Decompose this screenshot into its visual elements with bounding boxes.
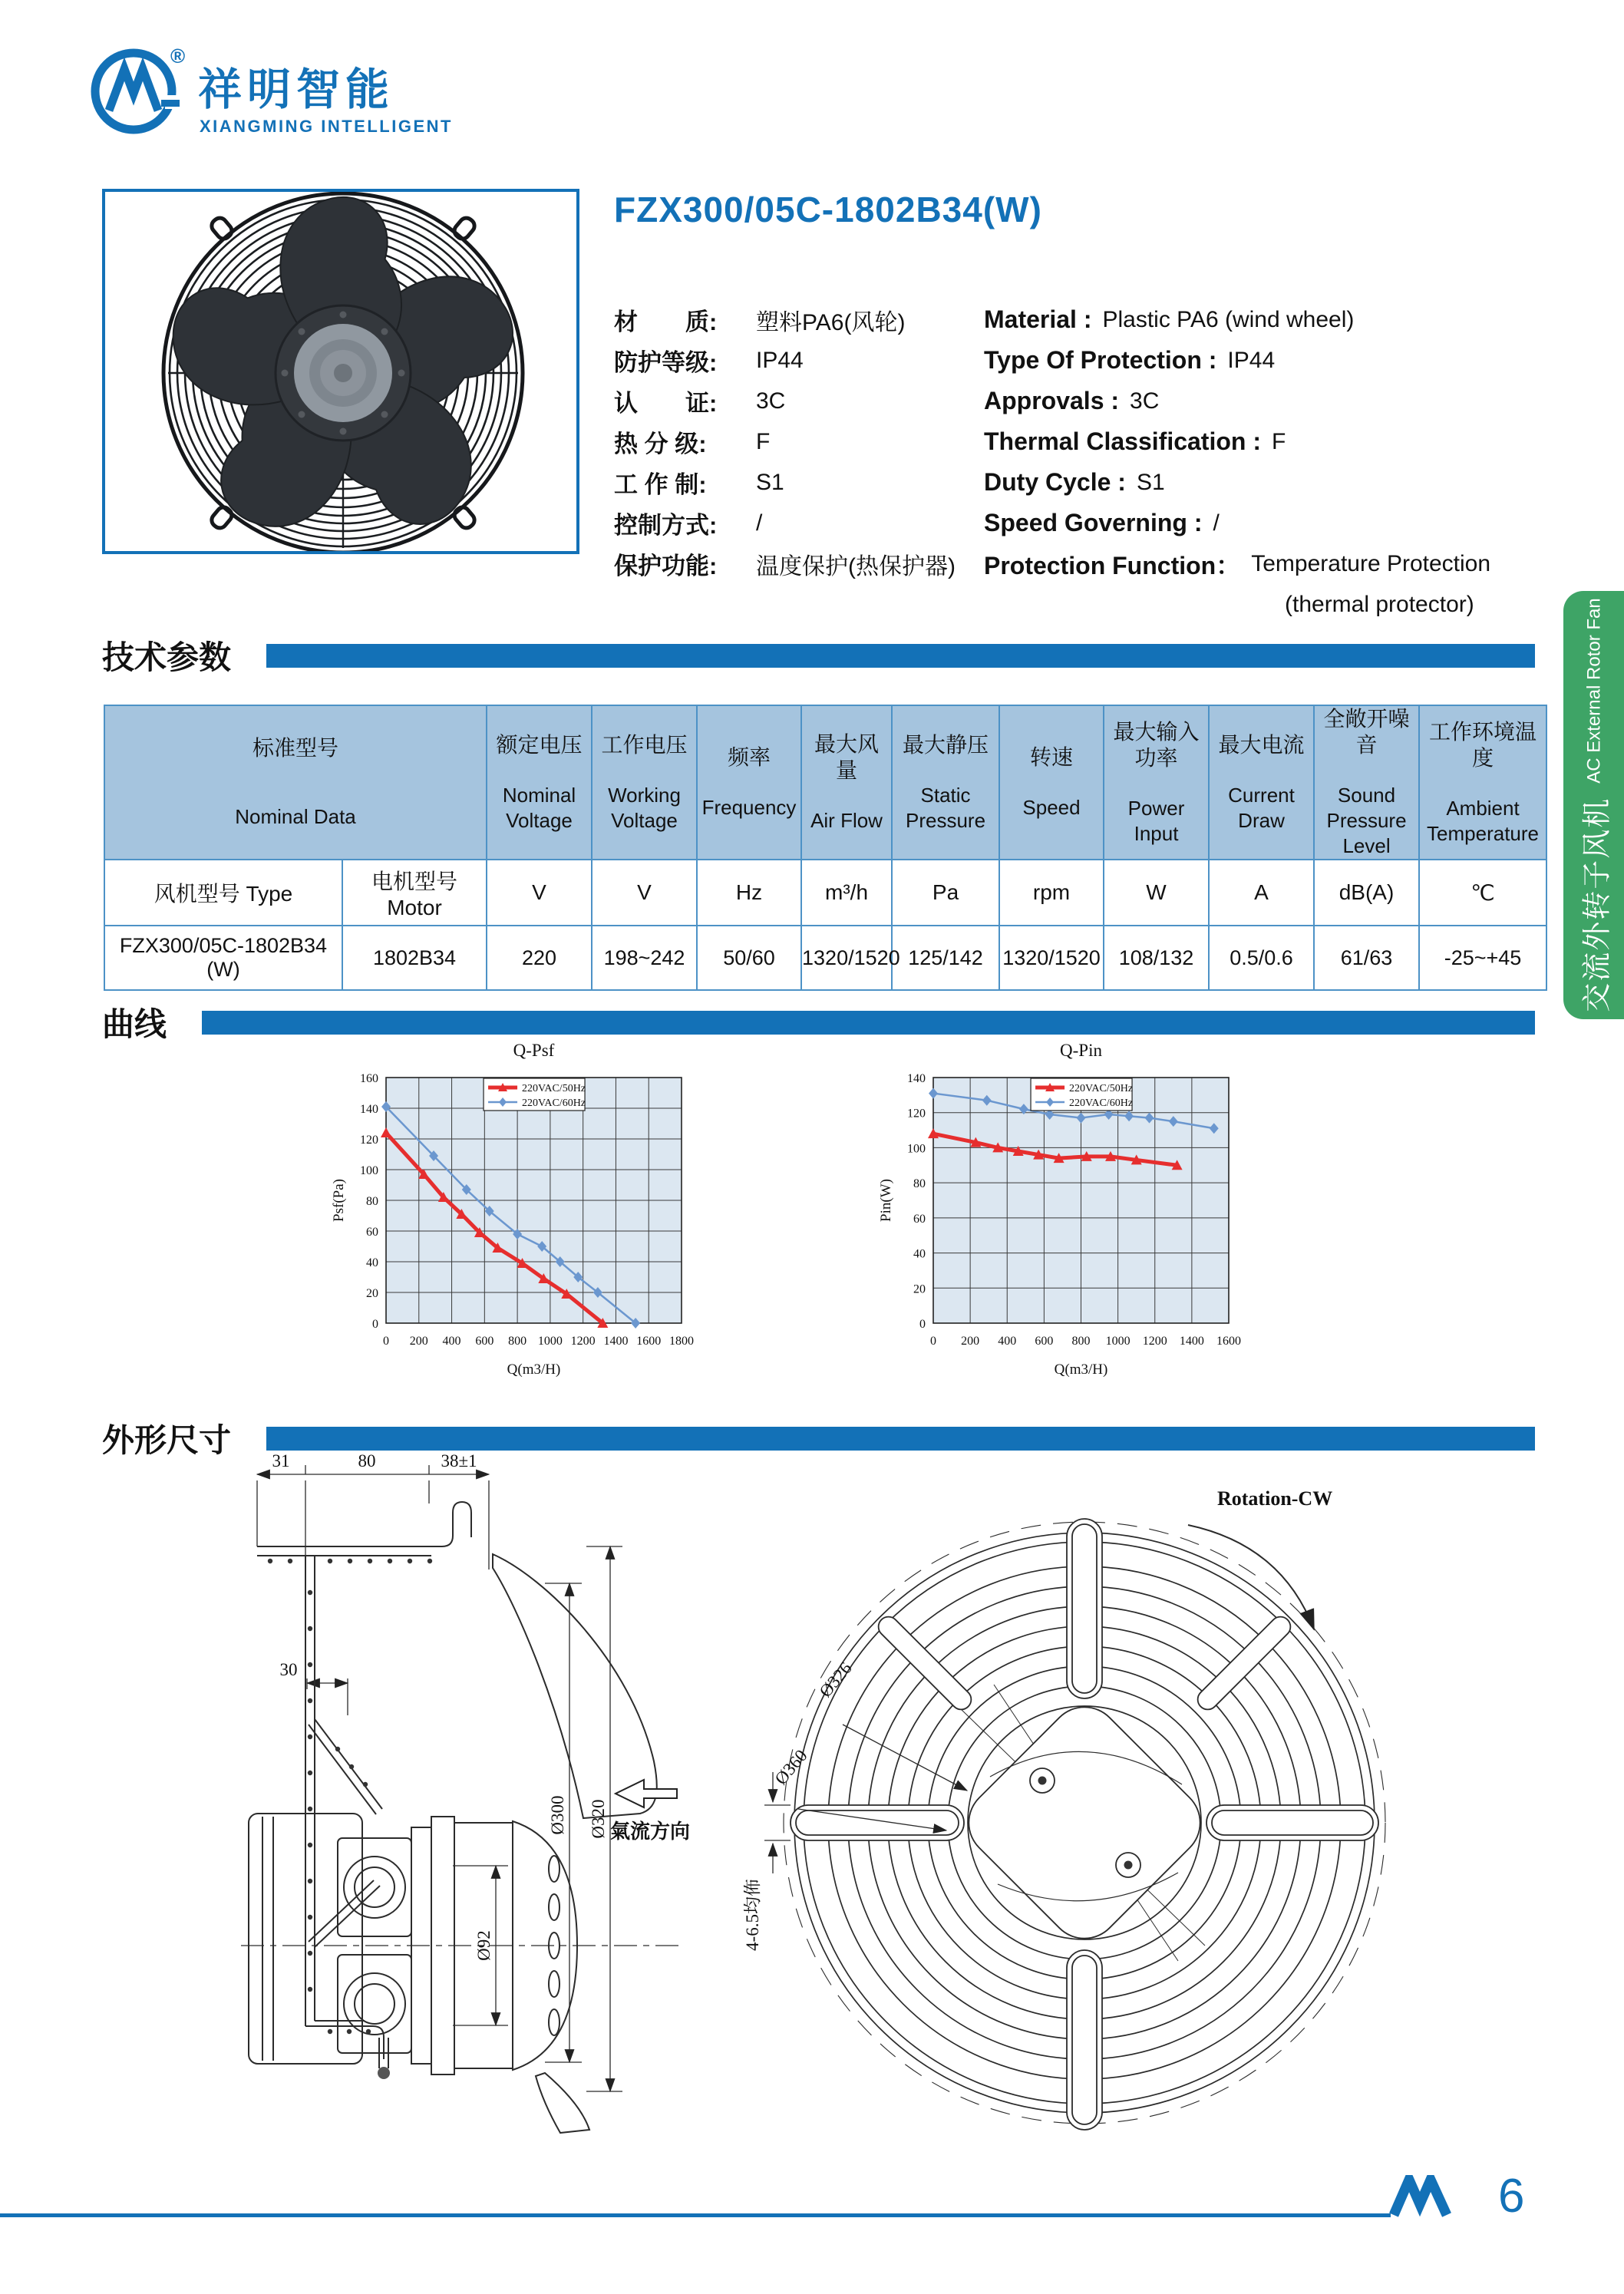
value-cell: 220 — [487, 926, 592, 990]
svg-text:200: 200 — [409, 1335, 428, 1348]
chart-q-psf — [326, 1033, 695, 1378]
section-curves — [102, 999, 1535, 1045]
section-bar — [266, 1427, 1535, 1451]
category-cn: 交流外转子风机 — [1581, 797, 1613, 1012]
unit-cell: ℃ — [1419, 860, 1546, 926]
svg-text:20: 20 — [913, 1282, 926, 1296]
svg-text:120: 120 — [907, 1107, 926, 1121]
footer-rule — [0, 2213, 1391, 2217]
spec-value-cn: 3C — [756, 388, 786, 414]
value-cell: 0.5/0.6 — [1209, 926, 1314, 990]
spec-value-cn: 温度保护(热保护器) — [756, 553, 956, 579]
table-body — [104, 860, 1546, 990]
svg-text:Q(m3/H): Q(m3/H) — [507, 1362, 561, 1378]
svg-text:600: 600 — [1035, 1335, 1054, 1348]
brand-logo — [86, 34, 485, 149]
spec-row-en — [984, 299, 1490, 340]
svg-text:Q(m3/H): Q(m3/H) — [1054, 1362, 1108, 1378]
spec-label-en: Speed Governing : — [984, 509, 1203, 536]
dim-30: 30 — [279, 1660, 298, 1679]
svg-text:800: 800 — [508, 1335, 527, 1348]
spec-value-en: Plastic PA6 (wind wheel) — [1102, 306, 1355, 332]
svg-text:200: 200 — [961, 1335, 980, 1348]
svg-text:1200: 1200 — [1142, 1335, 1167, 1348]
svg-text:220VAC/60Hz: 220VAC/60Hz — [522, 1097, 586, 1109]
spec-note — [984, 584, 1490, 625]
spec-label-cn: 控制方式: — [614, 512, 718, 539]
spec-label-cn: 防护等级: — [614, 349, 718, 376]
svg-text:400: 400 — [998, 1335, 1017, 1348]
spec-label-cn: 热 分 级: — [614, 431, 707, 457]
spec-label-en: Thermal Classification : — [984, 427, 1261, 455]
dimension-drawing-front — [729, 1454, 1458, 2145]
svg-text:1800: 1800 — [669, 1335, 694, 1348]
spec-value-en: Temperature Protection — [1251, 550, 1491, 576]
spec-row-cn — [614, 543, 956, 584]
svg-text:Q-Pin: Q-Pin — [1060, 1041, 1102, 1060]
spec-row-en — [984, 462, 1490, 503]
col-header: 工作电压 Working Voltage — [592, 705, 697, 860]
spec-value-cn: IP44 — [756, 347, 804, 373]
col-header-nominal-data: 标准型号 Nominal Data — [104, 705, 487, 860]
dim-dia326: Ø326 — [815, 1658, 856, 1702]
svg-text:60: 60 — [913, 1212, 926, 1226]
spec-row-cn — [614, 421, 956, 462]
unit-cell: A — [1209, 860, 1314, 926]
dim-31: 31 — [272, 1454, 290, 1470]
col-header: 最大静压 Static Pressure — [892, 705, 999, 860]
svg-text:0: 0 — [383, 1335, 389, 1348]
svg-text:220VAC/50Hz: 220VAC/50Hz — [522, 1083, 586, 1094]
spec-value-cn: F — [756, 428, 771, 454]
svg-text:40: 40 — [366, 1256, 378, 1269]
svg-text:800: 800 — [1071, 1335, 1091, 1348]
col-header: 全敞开噪音 Sound Pressure Level — [1314, 705, 1419, 860]
spec-row-en — [984, 503, 1490, 543]
parameters-table — [104, 705, 1547, 991]
svg-text:220VAC/60Hz: 220VAC/60Hz — [1069, 1097, 1134, 1109]
spec-row-cn — [614, 299, 956, 340]
section-label: 技术参数 — [102, 639, 232, 675]
section-label: 外形尺寸 — [102, 1422, 232, 1458]
spec-value-en: IP44 — [1227, 347, 1276, 373]
spec-row-cn — [614, 340, 956, 381]
spec-label-en: Material : — [984, 305, 1092, 333]
registered-mark: ® — [170, 45, 186, 68]
dimension-drawing-side — [223, 1454, 775, 2145]
svg-text:1600: 1600 — [636, 1335, 662, 1348]
dim-dia320: Ø320 — [589, 1799, 608, 1839]
spec-label-cn: 认 证: — [614, 390, 718, 417]
brand-name-cn: 祥明智能 — [198, 65, 394, 114]
value-cell: 108/132 — [1104, 926, 1209, 990]
spec-value-cn: 塑料PA6(风轮) — [756, 309, 906, 335]
svg-text:Pin(W): Pin(W) — [878, 1179, 894, 1222]
category-en: AC External Rotor Fan — [1583, 598, 1604, 784]
unit-cell: m³/h — [801, 860, 892, 926]
svg-text:60: 60 — [366, 1226, 378, 1239]
airflow-label: 氣流方向 — [610, 1820, 691, 1843]
svg-text:220VAC/50Hz: 220VAC/50Hz — [1069, 1083, 1134, 1094]
col-header: 工作环境温度 Ambient Temperature — [1419, 705, 1546, 860]
svg-text:1200: 1200 — [570, 1335, 596, 1348]
value-cell: FZX300/05C-1802B34 (W) — [104, 926, 342, 990]
col-header: 转速 Speed — [999, 705, 1104, 860]
unit-cell: W — [1104, 860, 1209, 926]
section-bar — [202, 1011, 1535, 1035]
dim-holes: 4-6.5均佈 — [743, 1879, 762, 1951]
svg-text:1400: 1400 — [1179, 1335, 1204, 1348]
col-header: 额定电压 Nominal Voltage — [487, 705, 592, 860]
svg-text:1000: 1000 — [537, 1335, 563, 1348]
svg-text:160: 160 — [360, 1072, 378, 1085]
svg-text:80: 80 — [913, 1177, 926, 1191]
spec-label-en: Approvals : — [984, 387, 1120, 414]
unit-cell: rpm — [999, 860, 1104, 926]
value-cell: 125/142 — [892, 926, 999, 990]
svg-text:120: 120 — [360, 1134, 378, 1147]
spec-label-cn: 工 作 制: — [614, 471, 707, 498]
spec-label-en: Protection Function： — [984, 551, 1241, 579]
value-cell: 61/63 — [1314, 926, 1419, 990]
product-photo — [102, 189, 579, 554]
value-cell: -25~+45 — [1419, 926, 1546, 990]
spec-value-cn: S1 — [756, 469, 784, 495]
spec-label-en: Duty Cycle : — [984, 468, 1126, 496]
section-bar — [266, 644, 1535, 668]
col-header: 最大电流 Current Draw — [1209, 705, 1314, 860]
svg-text:Psf(Pa): Psf(Pa) — [331, 1179, 347, 1222]
spec-value-cn: / — [756, 510, 763, 536]
page-number: 6 — [1498, 2170, 1525, 2223]
svg-text:1600: 1600 — [1216, 1335, 1241, 1348]
value-cell: 1320/1520 — [999, 926, 1104, 990]
unit-cell: 风机型号 Type — [104, 860, 342, 926]
svg-text:80: 80 — [366, 1195, 378, 1208]
specs-en — [984, 299, 1490, 625]
category-side-tab — [1563, 591, 1624, 1019]
spec-label-cn: 材 质: — [614, 309, 718, 335]
spec-label-cn: 保护功能: — [614, 553, 718, 579]
spec-row-en — [984, 543, 1490, 584]
svg-text:1000: 1000 — [1105, 1335, 1131, 1348]
spec-value-en: 3C — [1130, 388, 1160, 414]
spec-value-en: S1 — [1136, 469, 1165, 495]
svg-text:600: 600 — [475, 1335, 494, 1348]
unit-cell: 电机型号 Motor — [342, 860, 487, 926]
spec-value-en: / — [1213, 510, 1220, 536]
spec-row-cn — [614, 503, 956, 543]
units-row — [104, 860, 1546, 926]
dim-80: 80 — [358, 1454, 376, 1470]
svg-text:Q-Psf: Q-Psf — [513, 1041, 555, 1060]
value-cell: 198~242 — [592, 926, 697, 990]
value-cell: 1802B34 — [342, 926, 487, 990]
col-header: 最大输入功率 Power Input — [1104, 705, 1209, 860]
spec-row-cn — [614, 381, 956, 421]
col-header: 频率 Frequency — [697, 705, 801, 860]
spec-label-en: Type Of Protection : — [984, 346, 1217, 374]
svg-text:400: 400 — [442, 1335, 461, 1348]
svg-text:40: 40 — [913, 1247, 926, 1261]
svg-text:140: 140 — [907, 1072, 926, 1085]
header-row — [104, 705, 1546, 860]
unit-cell: dB(A) — [1314, 860, 1419, 926]
unit-cell: Pa — [892, 860, 999, 926]
dim-38: 38±1 — [441, 1454, 477, 1470]
section-label: 曲线 — [102, 1006, 167, 1042]
specs-cn — [614, 299, 956, 584]
svg-text:0: 0 — [919, 1318, 926, 1331]
spec-row-en — [984, 340, 1490, 381]
unit-cell: Hz — [697, 860, 801, 926]
dim-dia92: Ø92 — [474, 1930, 493, 1961]
category-tab-text — [1563, 591, 1624, 1019]
rotation-label: Rotation-CW — [1217, 1487, 1333, 1510]
data-row — [104, 926, 1546, 990]
value-cell: 1320/1520 — [801, 926, 892, 990]
svg-text:100: 100 — [360, 1164, 378, 1177]
spec-note-text: (thermal protector) — [1285, 591, 1474, 617]
table-head — [104, 705, 1546, 860]
value-cell: 50/60 — [697, 926, 801, 990]
section-technical-params — [102, 632, 1535, 678]
svg-text:140: 140 — [360, 1103, 378, 1116]
spec-value-en: F — [1271, 428, 1286, 454]
chart-q-pin — [873, 1033, 1242, 1378]
col-header: 最大风量 Air Flow — [801, 705, 892, 860]
spec-row-cn — [614, 462, 956, 503]
unit-cell: V — [487, 860, 592, 926]
dim-dia300: Ø300 — [548, 1795, 567, 1835]
dim-dia360: Ø360 — [771, 1745, 811, 1789]
svg-text:100: 100 — [907, 1142, 926, 1156]
svg-text:1400: 1400 — [603, 1335, 629, 1348]
spec-row-en — [984, 381, 1490, 421]
product-model-title: FZX300/05C-1802B34(W) — [614, 190, 1042, 229]
unit-cell: V — [592, 860, 697, 926]
logo-m-icon — [109, 69, 158, 111]
brand-name-en: XIANGMING INTELLIGENT — [200, 117, 453, 136]
spec-row-en — [984, 421, 1490, 462]
svg-text:20: 20 — [366, 1287, 378, 1300]
footer-logo-m-icon — [1389, 2175, 1452, 2218]
svg-text:0: 0 — [372, 1318, 378, 1331]
svg-text:0: 0 — [930, 1335, 936, 1348]
fan-photo-illustration — [105, 192, 576, 551]
